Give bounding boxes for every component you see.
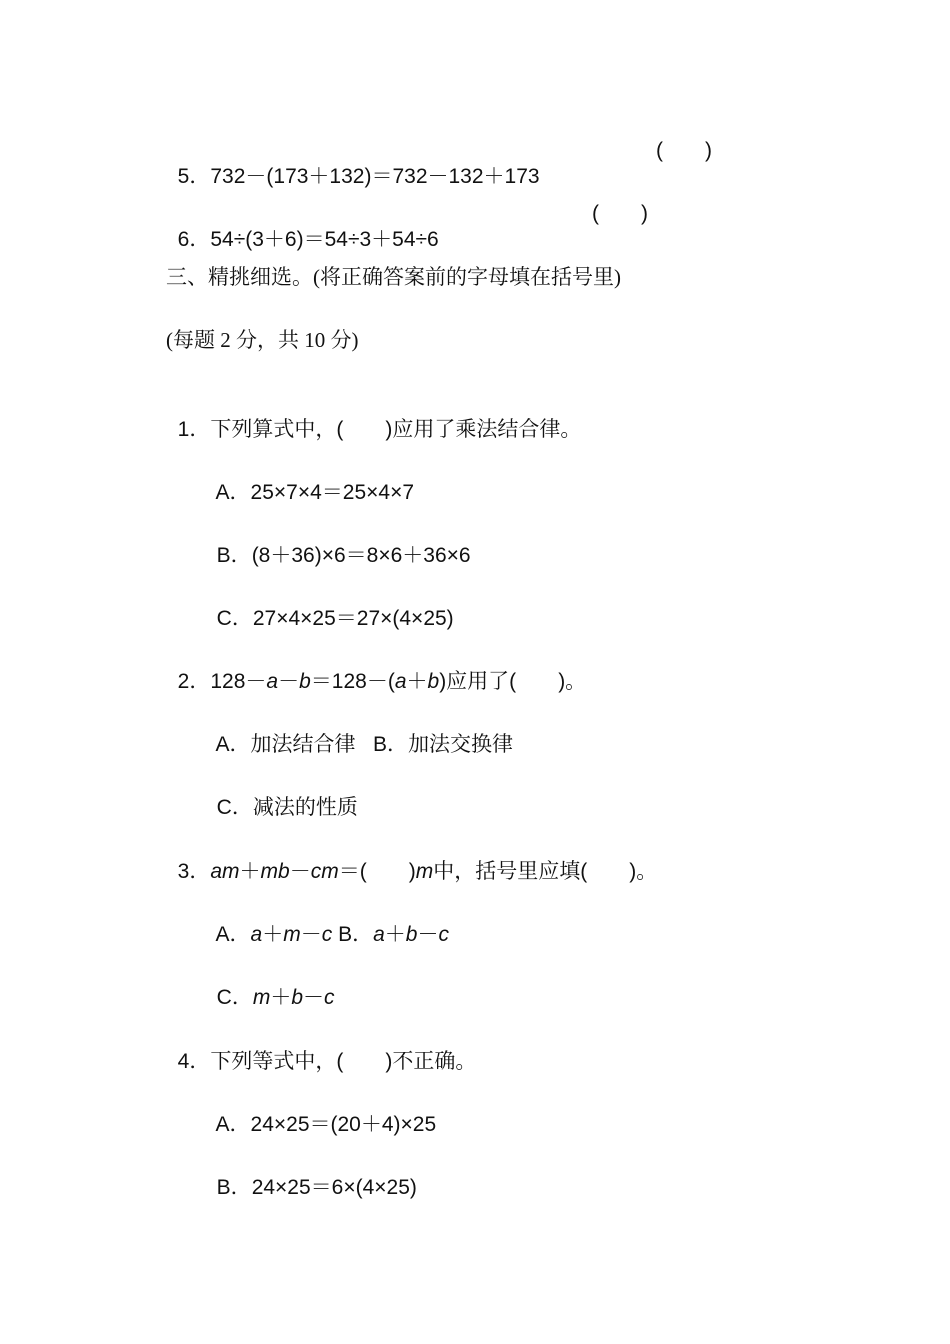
var: c [324, 986, 335, 1009]
option-text: 加法交换律 [408, 733, 514, 756]
answer-blank-5[interactable]: ( ) [656, 139, 712, 162]
answer-blank-q1[interactable] [343, 418, 385, 441]
option-text: (8＋36)×6＝8×6＋36×6 [251, 544, 471, 567]
expr-part: 128－ [210, 670, 267, 693]
q2-options-ab [205, 706, 513, 758]
var: b [291, 986, 304, 1009]
expr-part: ＋ [262, 923, 284, 946]
var-b: b [299, 670, 311, 693]
expr-part: ＝( [338, 860, 367, 883]
question-2 [166, 643, 586, 695]
var-b: b [427, 670, 440, 693]
judge-item-5 [166, 138, 540, 190]
question-text-post: )应用了乘法结合律。 [385, 418, 582, 441]
var: mb [260, 860, 290, 883]
var: b [405, 923, 418, 946]
option-label: B． [373, 733, 409, 756]
option-label: B． [216, 1176, 252, 1199]
expr-part: － [303, 986, 325, 1009]
option-text: 25×7×4＝25×4×7 [250, 481, 415, 504]
expr-part: ＝128－( [310, 670, 395, 693]
option-text: 24×25＝6×(4×25) [251, 1176, 417, 1199]
option-text: 减法的性质 [252, 796, 358, 819]
item-number: 6． [177, 228, 211, 251]
item-text: 54÷(3＋6)＝54÷3＋54÷6 [210, 228, 439, 251]
q1-option-a [205, 454, 414, 506]
var-a: a [266, 670, 279, 693]
question-text-pre: 下列等式中，( [210, 1050, 344, 1073]
option-label: C． [216, 607, 253, 630]
expr-part: ) [408, 860, 416, 883]
expr-part: )。 [558, 670, 587, 693]
expr-part: 中，括号里应填( [433, 860, 588, 883]
question-number: 1． [177, 418, 211, 441]
expr-part: ＋ [384, 923, 406, 946]
q1-option-c [205, 580, 454, 632]
option-label: A． [215, 733, 251, 756]
expr-part: ＋ [270, 986, 292, 1009]
expr-part: － [289, 860, 311, 883]
option-text: 24×25＝(20＋4)×25 [250, 1113, 437, 1136]
item-number: 5． [177, 165, 211, 188]
question-number: 4． [177, 1050, 211, 1073]
judge-item-6 [166, 201, 439, 253]
question-text-post: )不正确。 [385, 1050, 477, 1073]
answer-blank-6[interactable]: ( ) [592, 202, 648, 225]
q3-option-c [205, 959, 335, 1011]
expr-part: － [417, 923, 439, 946]
question-number: 3． [177, 860, 211, 883]
section-score: (每题 2 分，共 10 分) [166, 328, 359, 352]
option-label: A． [215, 923, 251, 946]
expr-part: ＋ [239, 860, 261, 883]
question-1 [166, 391, 581, 443]
var: m [252, 986, 271, 1009]
option-label: C． [216, 796, 253, 819]
var: c [321, 923, 333, 946]
answer-blank-q3a[interactable] [367, 860, 409, 883]
answer-blank-q2[interactable] [516, 670, 558, 693]
answer-blank-q3b[interactable] [587, 860, 629, 883]
section-title: 三、精挑细选。(将正确答案前的字母填在括号里) [166, 265, 621, 289]
var: m [283, 923, 301, 946]
answer-blank-q4[interactable] [343, 1050, 385, 1073]
question-number: 2． [177, 670, 211, 693]
expr-part: )应用了( [439, 670, 517, 693]
option-label: B． [216, 544, 252, 567]
option-label: C． [216, 986, 253, 1009]
q1-option-b [205, 517, 471, 569]
q2-option-c [205, 769, 358, 821]
var: c [438, 923, 449, 946]
var: cm [310, 860, 339, 883]
option-text: 加法结合律 [250, 733, 356, 756]
item-text: 732－(173＋132)＝732－132＋173 [210, 165, 540, 188]
question-text-pre: 下列算式中，( [210, 418, 344, 441]
option-label: B． [338, 923, 374, 946]
var: a [373, 923, 385, 946]
q3-options-ab [205, 896, 449, 948]
expr-part: － [300, 923, 322, 946]
expr-part: )。 [629, 860, 658, 883]
q4-option-b [205, 1149, 417, 1201]
var: m [415, 860, 434, 883]
var-a: a [394, 670, 407, 693]
question-3 [166, 833, 657, 885]
expr-part: ＋ [406, 670, 428, 693]
option-text: 27×4×25＝27×(4×25) [252, 607, 454, 630]
var: a [250, 923, 263, 946]
question-4 [166, 1023, 476, 1075]
option-label: A． [215, 1113, 251, 1136]
option-label: A． [215, 481, 251, 504]
var: am [210, 860, 240, 883]
expr-part: － [278, 670, 300, 693]
q4-option-a [205, 1086, 436, 1138]
